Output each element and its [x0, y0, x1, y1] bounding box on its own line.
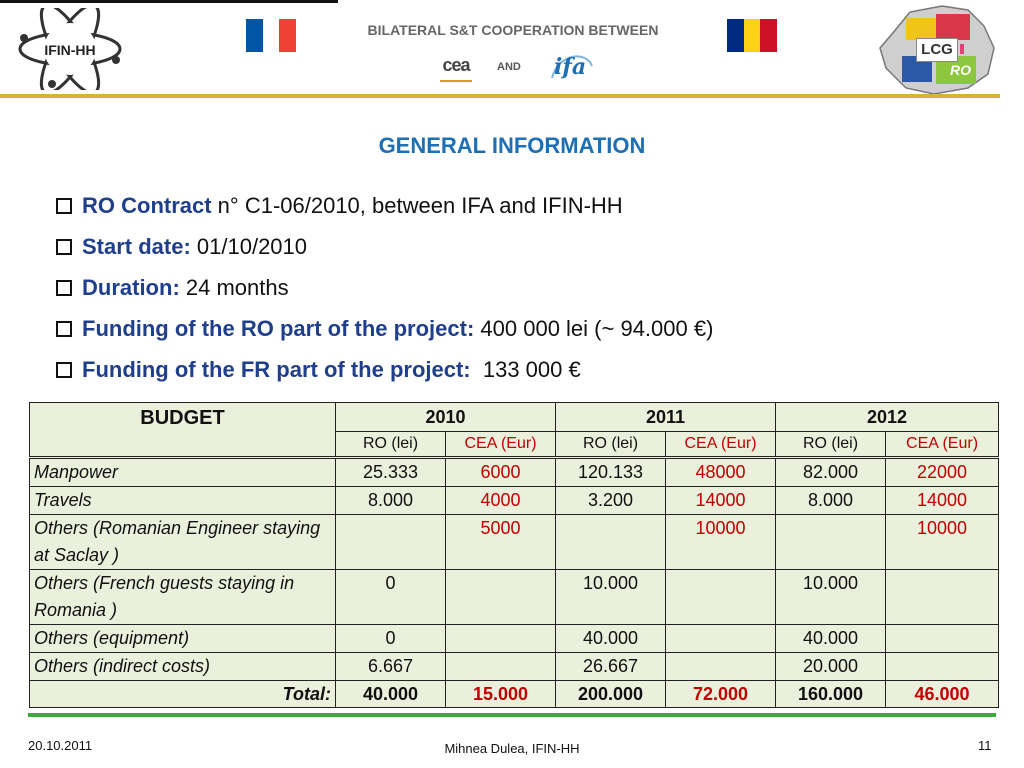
- header-title: BILATERAL S&T COOPERATION BETWEEN: [367, 22, 659, 38]
- table-cell: [886, 625, 999, 653]
- header-divider: [0, 94, 1000, 98]
- table-cell: 25.333: [336, 458, 446, 487]
- ifa-logo: [548, 48, 596, 86]
- table-cell: 10.000: [776, 570, 886, 625]
- table-cell: 8.000: [336, 487, 446, 515]
- bullet-funding-ro: Funding of the RO part of the project: 400 000 lei (~ 94.000 €): [56, 313, 713, 354]
- page-number: 11: [978, 738, 992, 753]
- year-header: 2011: [556, 403, 776, 432]
- table-cell: [886, 653, 999, 681]
- row-label: Travels: [30, 487, 336, 515]
- table-row: [30, 570, 999, 625]
- ro-lei-header: RO (lei): [336, 432, 446, 458]
- table-row: [30, 653, 999, 681]
- total-label: Total:: [30, 681, 336, 708]
- budget-table: [29, 402, 999, 708]
- table-cell: 8.000: [776, 487, 886, 515]
- table-cell: 0: [336, 625, 446, 653]
- romania-flag-icon: [727, 19, 777, 52]
- table-cell: [446, 653, 556, 681]
- table-row: [30, 515, 999, 570]
- total-cell: 15.000: [446, 681, 556, 708]
- checkbox-bullet-icon: [56, 362, 72, 378]
- table-cell: 22000: [886, 458, 999, 487]
- table-cell: 3.200: [556, 487, 666, 515]
- table-cell: [336, 515, 446, 570]
- table-cell: 10000: [886, 515, 999, 570]
- row-label: Others (equipment): [30, 625, 336, 653]
- lcg-ro-logo: [872, 4, 1002, 98]
- table-row: [30, 487, 999, 515]
- total-cell: 160.000: [776, 681, 886, 708]
- table-cell: 14000: [886, 487, 999, 515]
- year-header: 2010: [336, 403, 556, 432]
- table-cell: [776, 515, 886, 570]
- ifin-hh-logo: [12, 8, 128, 90]
- table-cell: 20.000: [776, 653, 886, 681]
- row-label: Manpower: [30, 458, 336, 487]
- ifin-logo-text: IFIN-HH: [44, 42, 96, 58]
- table-cell: 0: [336, 570, 446, 625]
- table-cell: 5000: [446, 515, 556, 570]
- total-cell: 40.000: [336, 681, 446, 708]
- table-cell: 48000: [666, 458, 776, 487]
- table-cell: [666, 653, 776, 681]
- table-cell: 6000: [446, 458, 556, 487]
- table-cell: [446, 570, 556, 625]
- total-cell: 72.000: [666, 681, 776, 708]
- and-label: AND: [497, 61, 521, 73]
- total-cell: 200.000: [556, 681, 666, 708]
- ro-lei-header: RO (lei): [776, 432, 886, 458]
- page-title: GENERAL INFORMATION: [378, 133, 646, 158]
- france-flag-icon: [246, 19, 296, 52]
- table-cell: 120.133: [556, 458, 666, 487]
- cea-logo-text: cea: [442, 55, 470, 75]
- footer-author: Mihnea Dulea, IFIN-HH: [444, 741, 580, 756]
- table-year-header-row: [30, 403, 999, 432]
- table-row: [30, 625, 999, 653]
- table-cell: [446, 625, 556, 653]
- table-cell: [556, 515, 666, 570]
- ro-lei-header: RO (lei): [556, 432, 666, 458]
- checkbox-bullet-icon: [56, 198, 72, 214]
- bullet-ro-contract: RO Contract n° C1-06/2010, between IFA and IFIN-HH: [56, 190, 713, 231]
- table-cell: 10000: [666, 515, 776, 570]
- ifa-logo-text: ifa: [554, 54, 587, 80]
- footer-divider: [28, 713, 996, 717]
- table-cell: 82.000: [776, 458, 886, 487]
- table-cell: 6.667: [336, 653, 446, 681]
- cea-eur-header: CEA (Eur): [446, 432, 556, 458]
- table-total-row: [30, 681, 999, 708]
- table-cell: 10.000: [556, 570, 666, 625]
- table-cell: 40.000: [556, 625, 666, 653]
- cea-logo: [434, 55, 478, 83]
- table-row: [30, 458, 999, 487]
- table-cell: [666, 570, 776, 625]
- lcg-ro-text: RO: [950, 62, 971, 78]
- bullet-funding-fr: Funding of the FR part of the project: 133 000 €: [56, 354, 713, 395]
- top-border-line: [0, 0, 338, 3]
- table-cell: 4000: [446, 487, 556, 515]
- table-cell: 26.667: [556, 653, 666, 681]
- footer-date: 20.10.2011: [28, 738, 93, 753]
- table-cell: 40.000: [776, 625, 886, 653]
- row-label: Others (indirect costs): [30, 653, 336, 681]
- table-cell: 14000: [666, 487, 776, 515]
- lcg-logo-text: LCG: [916, 38, 958, 62]
- info-bullet-list: [56, 190, 713, 395]
- table-cell: [666, 625, 776, 653]
- checkbox-bullet-icon: [56, 280, 72, 296]
- checkbox-bullet-icon: [56, 239, 72, 255]
- row-label: Others (Romanian Engineer staying at Saclay ): [30, 515, 336, 570]
- row-label: Others (French guests staying in Romania ): [30, 570, 336, 625]
- budget-header: BUDGET: [30, 403, 336, 458]
- total-cell: 46.000: [886, 681, 999, 708]
- cea-eur-header: CEA (Eur): [886, 432, 999, 458]
- bullet-duration: Duration: 24 months: [56, 272, 713, 313]
- table-cell: [886, 570, 999, 625]
- checkbox-bullet-icon: [56, 321, 72, 337]
- bullet-start-date: Start date: 01/10/2010: [56, 231, 713, 272]
- cea-eur-header: CEA (Eur): [666, 432, 776, 458]
- year-header: 2012: [776, 403, 999, 432]
